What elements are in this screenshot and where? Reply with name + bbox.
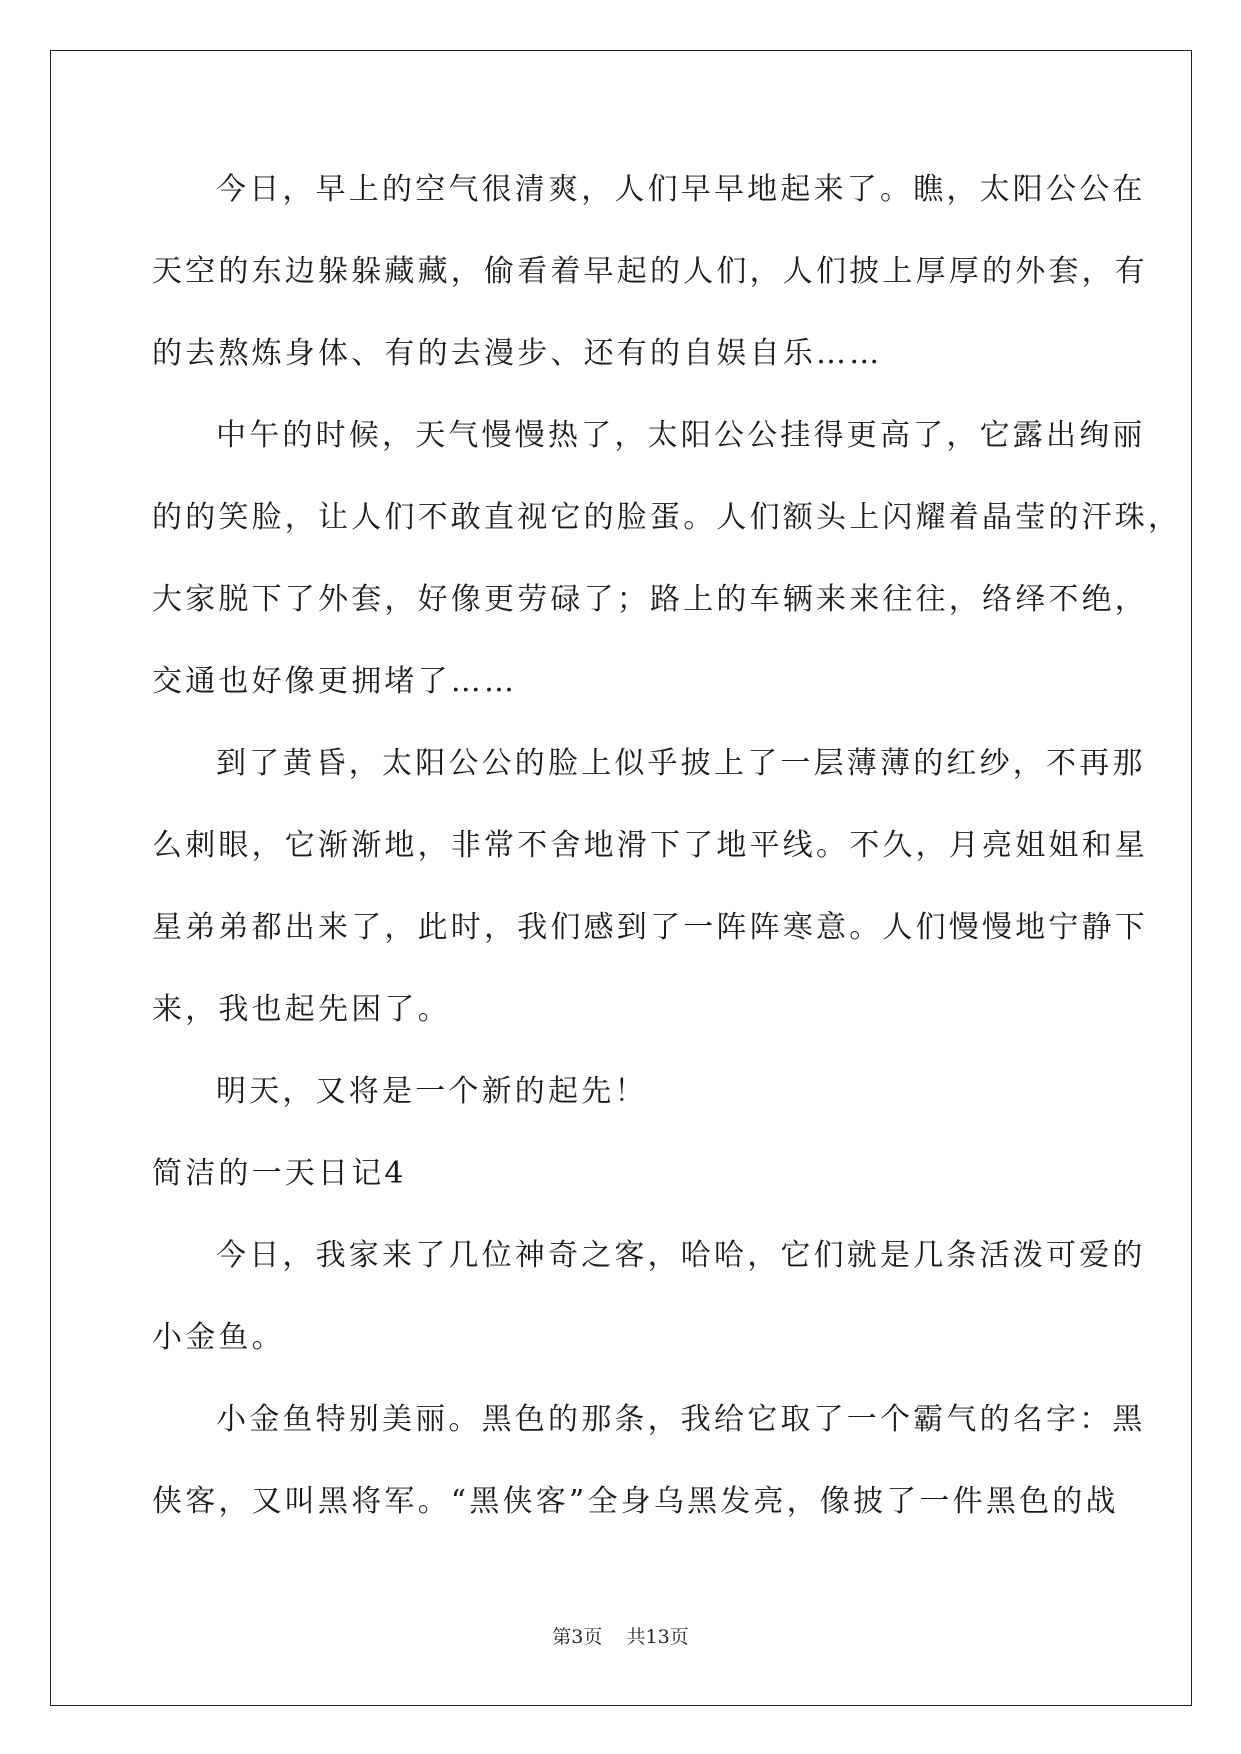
paragraph-line: 的去熬炼身体、有的去漫步、还有的自娱自乐…… bbox=[152, 336, 883, 371]
document-body bbox=[152, 160, 1182, 1554]
paragraph-line: 来，我也起先困了。 bbox=[152, 992, 451, 1027]
paragraph-line: 天空的东边躲躲藏藏，偷看着早起的人们，人们披上厚厚的外套，有 bbox=[152, 254, 1148, 289]
paragraph-line: 交通也好像更拥堵了…… bbox=[152, 664, 518, 699]
paragraph-line: 大家脱下了外套，好像更劳碌了；路上的车辆来来往往，络绎不绝， bbox=[152, 582, 1148, 617]
paragraph-line: 小金鱼。 bbox=[152, 1320, 285, 1355]
section-heading: 简洁的一天日记4 bbox=[152, 1156, 407, 1191]
paragraph-line: 今日，早上的空气很清爽，人们早早地起来了。瞧，太阳公公在 bbox=[216, 172, 1146, 207]
paragraph-line: 中午的时候，天气慢慢热了，太阳公公挂得更高了，它露出绚丽 bbox=[216, 418, 1146, 453]
paragraph-line: 今日，我家来了几位神奇之客，哈哈，它们就是几条活泼可爱的 bbox=[216, 1238, 1146, 1273]
paragraph-line: 明天，又将是一个新的起先！ bbox=[216, 1074, 648, 1109]
paragraph-line: 的的笑脸，让人们不敢直视它的脸蛋。人们额头上闪耀着晶莹的汗珠， bbox=[152, 500, 1182, 535]
page-number-footer: 第3页 共13页 bbox=[552, 1626, 689, 1648]
paragraph-line: 星弟弟都出来了，此时，我们感到了一阵阵寒意。人们慢慢地宁静下 bbox=[152, 910, 1148, 945]
paragraph-line: 到了黄昏，太阳公公的脸上似乎披上了一层薄薄的红纱，不再那 bbox=[216, 746, 1146, 781]
paragraph-line: 小金鱼特别美丽。黑色的那条，我给它取了一个霸气的名字：黑 bbox=[216, 1402, 1146, 1437]
paragraph-line: 么刺眼，它渐渐地，非常不舍地滑下了地平线。不久，月亮姐姐和星 bbox=[152, 828, 1148, 863]
paragraph-line: 侠客，又叫黑将军。“黑侠客”全身乌黑发亮，像披了一件黑色的战 bbox=[152, 1484, 1119, 1519]
